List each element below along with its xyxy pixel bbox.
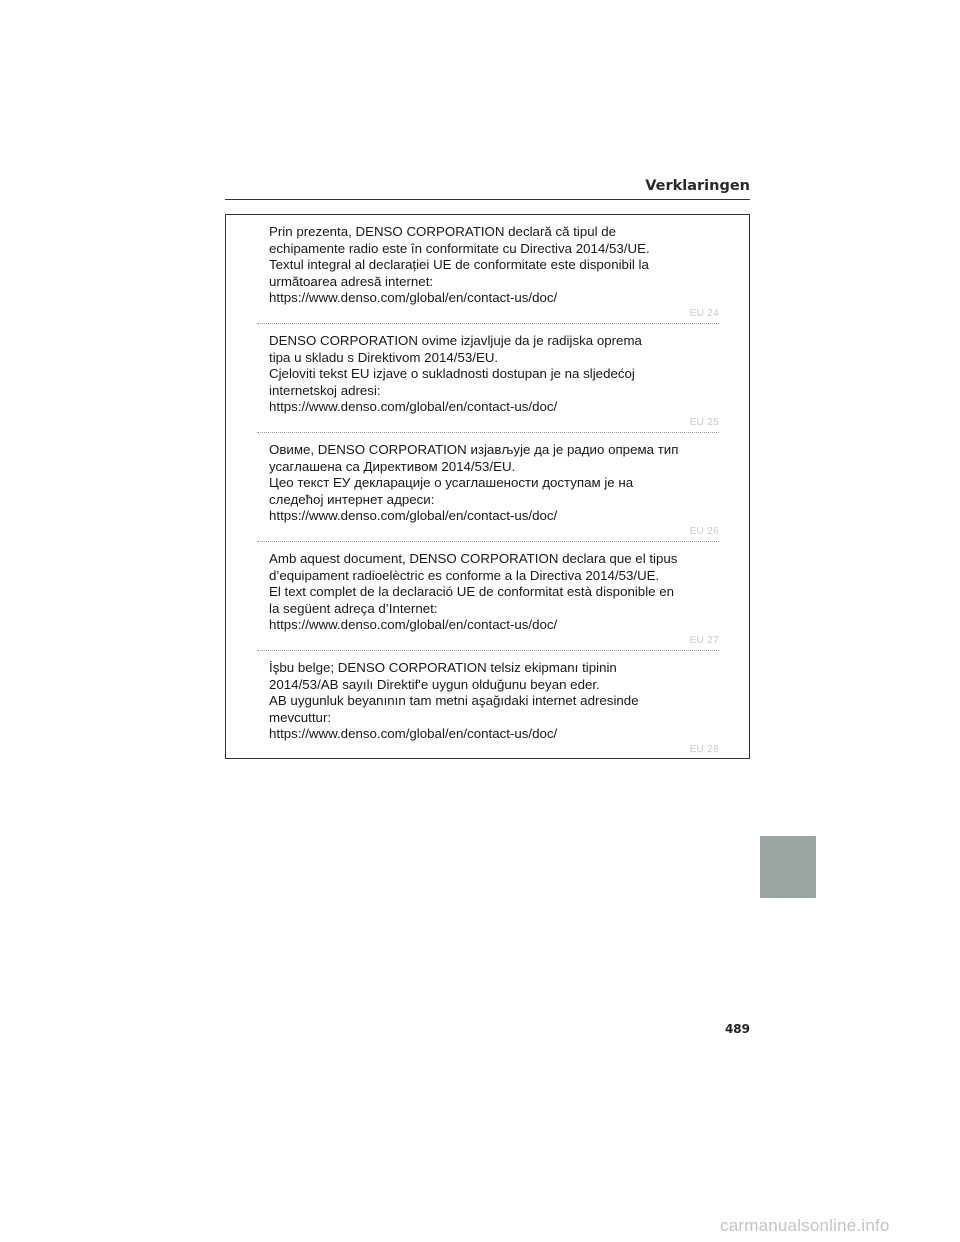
declaration-code: EU 24	[689, 308, 719, 319]
header-rule	[225, 199, 750, 200]
declaration-text: DENSO CORPORATION ovime izjavljuje da je radijska oprema tipa u skladu s Direktivom 2014/53/EU. Cjeloviti tekst EU izjave o sukladnosti dostupan je na sljedećoj internetskoj adresi: https://www.denso.com/global/en/contact-us/doc/	[269, 333, 642, 415]
declaration-text: Prin prezenta, DENSO CORPORATION declară că tipul de echipamente radio este în conformitate cu Directiva 2014/53/UE. Textul integral al declarației UE de conformitate este disponibil la următoarea adresă internet: https://www.denso.com/global/en/contact-us/doc/	[269, 224, 650, 306]
chapter-side-tab	[760, 836, 816, 898]
declaration-section-romanian	[257, 215, 719, 323]
declaration-text: İşbu belge; DENSO CORPORATION telsiz ekipmanı tipinin 2014/53/AB sayılı Direktif'e uygun olduğunu beyan eder. AB uygunluk beyanının tam metni aşağıdaki internet adresinde mevcuttur: https://www.denso.com/global/en/contact-us/doc/	[269, 660, 639, 742]
declaration-code: EU 28	[689, 744, 719, 755]
declaration-code: EU 26	[689, 526, 719, 537]
declaration-code: EU 25	[689, 417, 719, 428]
declaration-text: Овиме, DENSO CORPORATION изјављује да је радио опрема тип усаглашена са Директивом 2014/53/EU. Цео текст ЕУ декларације о усаглашености доступам је на следећој интернет адреси: https://www.denso.com/global/en/contact-us/doc/	[269, 442, 679, 524]
page-header-title: Verklaringen	[645, 178, 750, 194]
declaration-section-turkish	[257, 651, 719, 759]
footer-watermark: carmanualsonline.info	[720, 1216, 890, 1235]
declaration-section-catalan	[257, 542, 719, 650]
declaration-text: Amb aquest document, DENSO CORPORATION declara que el tipus d’equipament radioelèctric es conforme a la Directiva 2014/53/UE. El text complet de la declaració UE de conformitat està disponible en la següent adreça d’Internet: https://www.denso.com/global/en/contact-us/doc/	[269, 551, 678, 633]
declaration-section-serbian	[257, 433, 719, 541]
page-number: 489	[724, 1022, 750, 1036]
declaration-code: EU 27	[689, 635, 719, 646]
declarations-box	[225, 214, 750, 759]
declaration-section-croatian	[257, 324, 719, 432]
